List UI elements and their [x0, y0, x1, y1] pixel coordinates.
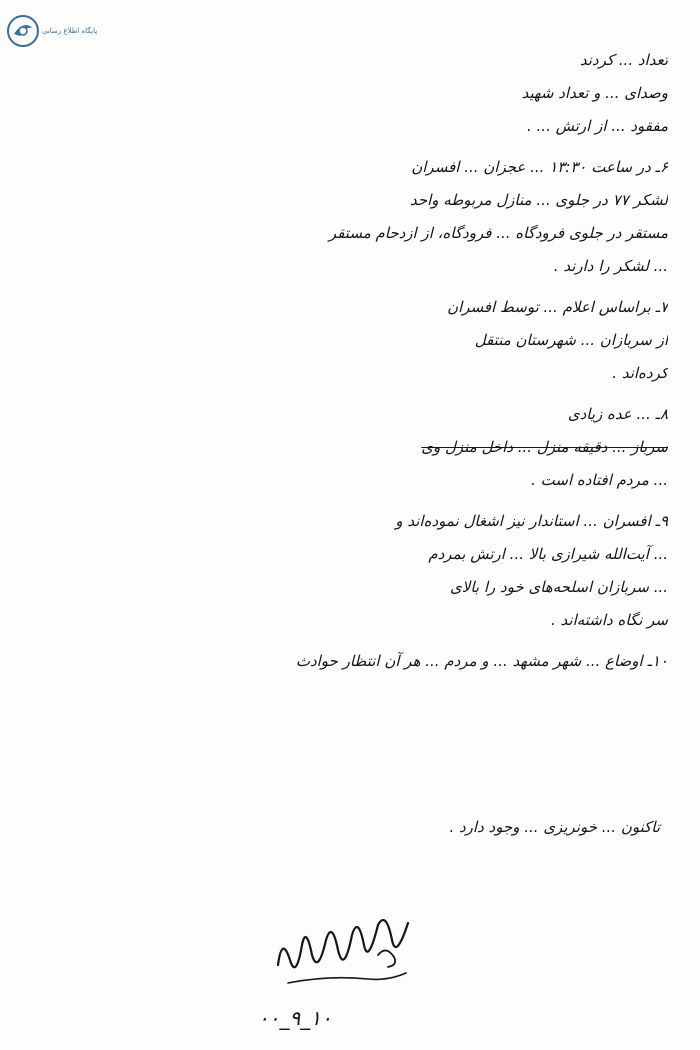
text-line: از سربازان ... شهرستان منتقل — [474, 331, 668, 349]
logo-text: پایگاه اطلاع رسانی — [42, 27, 98, 35]
text-line: ... مردم افتاده است . — [531, 471, 668, 489]
text-line: کرده‌اند . — [612, 364, 668, 382]
text-line: مستقر در جلوی فرودگاه ... فرودگاه، از ازدحام مستقر — [328, 224, 668, 242]
paragraph — [38, 151, 668, 283]
text-line: ۸ـ ... عده زیادی — [567, 405, 668, 423]
date: ۰۰_۹_۱۰ — [258, 1006, 332, 1030]
paragraph — [38, 398, 668, 497]
text-line: ... آیت‌الله شیرازی بالا ... ارتش بمردم — [428, 545, 668, 563]
text-line: ۶ـ در ساعت ۱۳:۳۰ ... عجزان ... افسران — [411, 158, 668, 176]
text-line: ... لشکر را دارند . — [553, 257, 668, 275]
text-line: وصدای ... و تعداد شهید — [521, 84, 668, 102]
text-line: ۷ـ براساس اعلام ... توسط افسران — [447, 298, 668, 316]
text-line: مفقود ... از ارتش ... . — [527, 117, 668, 135]
text-line: ... سربازان اسلحه‌های خود را بالای — [450, 578, 668, 596]
letter-body — [38, 44, 668, 684]
text-line: سر نگاه داشته‌اند . — [550, 611, 668, 629]
signature-scribble — [268, 905, 418, 995]
handwritten-signature — [268, 905, 418, 995]
text-line: ۱۰ـ اوضاع ... شهر مشهد ... و مردم ... هر آن انتظار حوادث — [295, 652, 668, 670]
text-line: لشکر ۷۷ در جلوی ... منازل مربوطه واحد — [409, 191, 668, 209]
text-line-struck: سرباز ... دقیقه منزل ... داخل منزل وی — [421, 438, 668, 456]
text-line: ۹ـ افسران ... استاندار نیز اشغال نموده‌اند و — [395, 512, 668, 530]
paragraph — [38, 505, 668, 637]
paragraph — [38, 291, 668, 390]
closing-line: تاکنون ... خونریزی ... وجود دارد . — [449, 818, 660, 836]
paragraph — [38, 44, 668, 143]
paragraph — [38, 645, 668, 678]
emblem-icon — [6, 14, 40, 48]
text-line: تعداد ... کردند — [579, 51, 668, 69]
